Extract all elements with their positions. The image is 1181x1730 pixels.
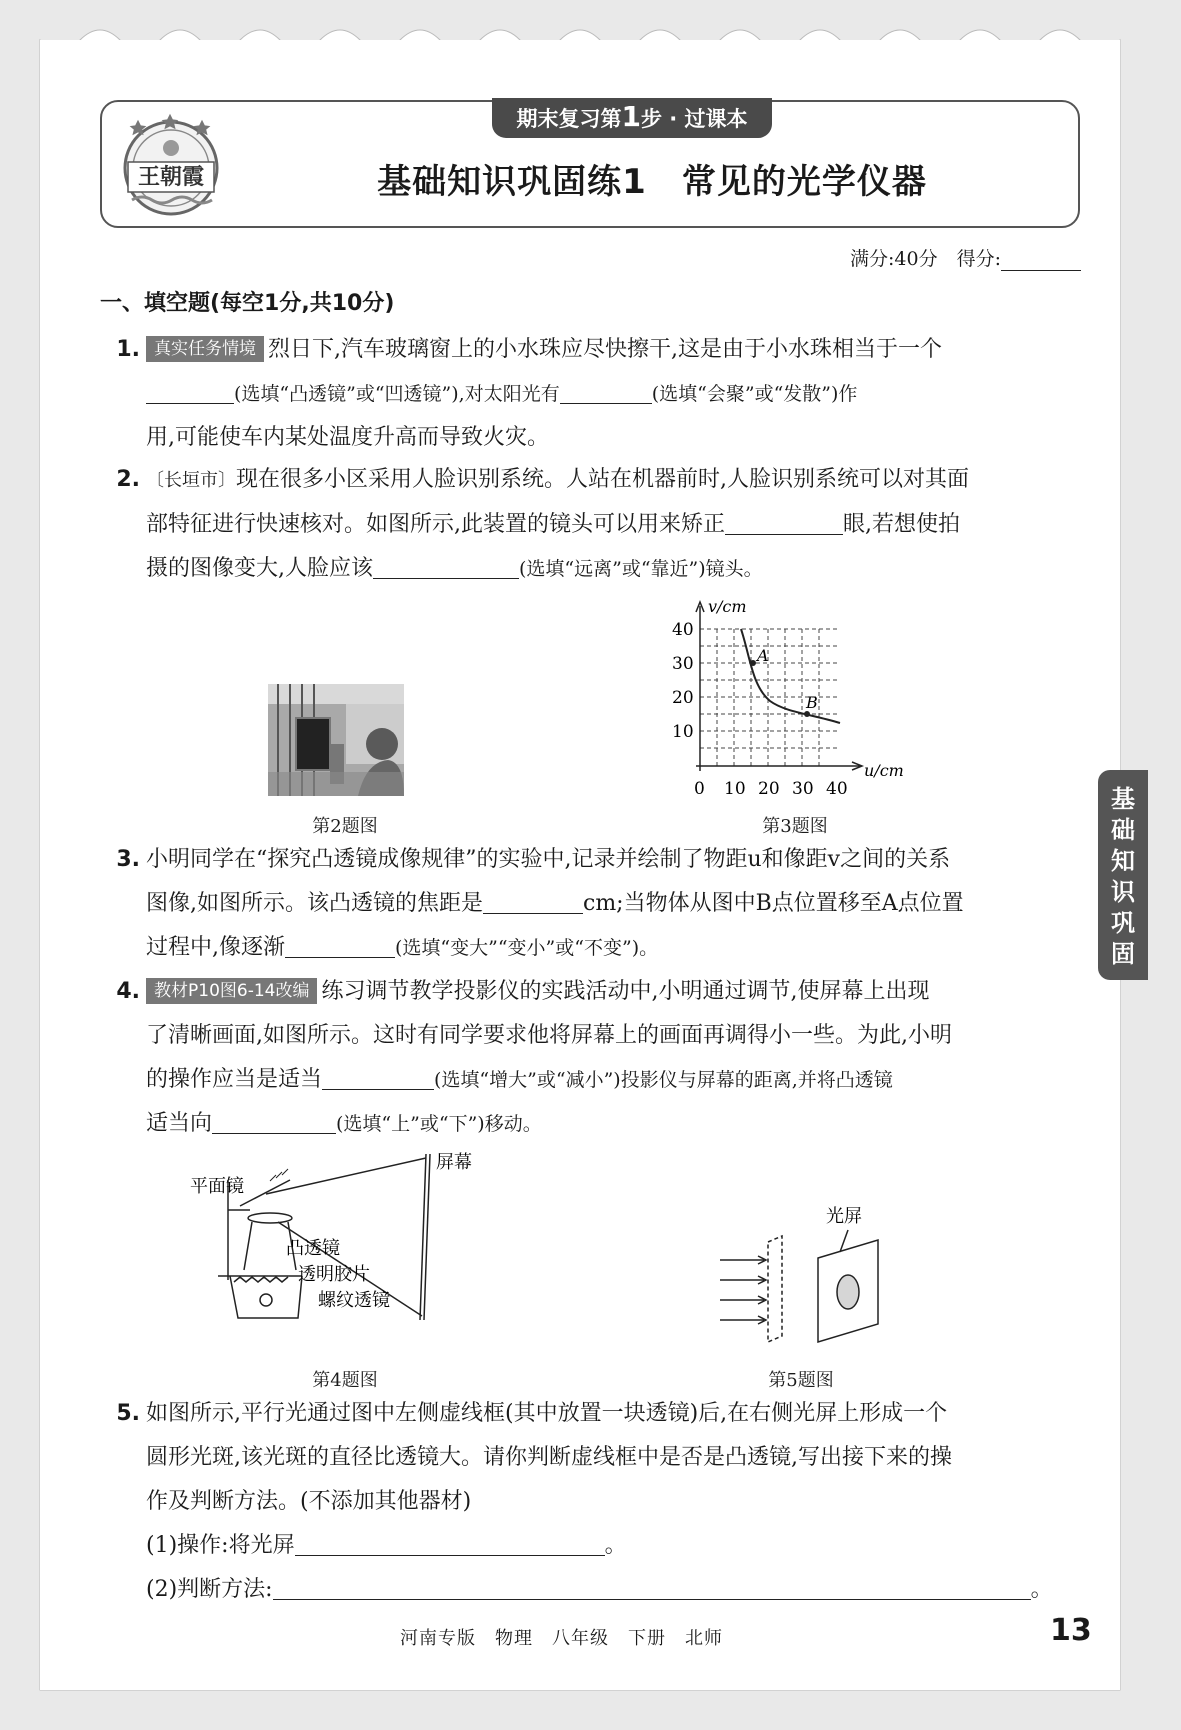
q5-op-blank[interactable] (295, 1530, 605, 1556)
q1-line2a: (选填“凸透镜”或“凹透镜”),对太阳光有 (234, 383, 560, 405)
q4-line4b: (选填“上”或“下”)移动。 (336, 1113, 542, 1135)
q2-blank-2[interactable] (373, 553, 519, 579)
q5-number: 5. (116, 1401, 140, 1426)
q5-op-end: 。 (604, 1533, 627, 1558)
q1-line2b: (选填“会聚”或“发散”)作 (651, 383, 858, 405)
fig5-caption: 第5题图 (768, 1370, 834, 1391)
q1-line1: 烈日下,汽车玻璃窗上的小水珠应尽快擦干,这是由于小水珠相当于一个 (268, 337, 942, 362)
q2-line1: 现在很多小区采用人脸识别系统。人站在机器前时,人脸识别系统可以对其面 (236, 467, 969, 492)
q2-number: 2. (116, 467, 140, 492)
fig3-xlabel: u/cm (864, 761, 904, 780)
question-1 (110, 328, 1080, 460)
q3-line3b: (选填“变大”“变小”或“不变”)。 (395, 937, 659, 959)
fig2-caption: 第2题图 (312, 816, 378, 837)
page-title: 基础知识巩固练1 常见的光学仪器 (377, 162, 927, 202)
fig3-xtick-10: 10 (724, 779, 746, 799)
fig4-mirror-label: 平面镜 (190, 1176, 244, 1197)
side-tab-char-4: 识 (1111, 878, 1135, 906)
q3-line2b: cm;当物体从图中B点位置移至A点位置 (583, 891, 964, 916)
question-2 (110, 458, 1080, 591)
q5-line2: 圆形光斑,该光斑的直径比透镜大。请你判断虚线框中是否是凸透镜,写出接下来的操 (146, 1445, 952, 1470)
q2-line2b: 眼,若想使拍 (843, 512, 960, 537)
svg-text:王朝霞: 王朝霞 (137, 164, 205, 190)
side-tab-char-5: 巩 (1111, 909, 1135, 937)
q1-tag: 真实任务情境 (146, 336, 264, 362)
q4-line4a: 适当向 (146, 1111, 213, 1136)
fig4-film-label: 透明胶片 (298, 1264, 370, 1285)
fig3-ytick-10: 10 (672, 722, 694, 742)
fig3-graph (660, 596, 920, 806)
header-tab-prefix: 期末复习第 (516, 107, 622, 131)
fig4-lens-label: 凸透镜 (286, 1238, 340, 1259)
q3-line3a: 过程中,像逐渐 (146, 935, 285, 960)
fig3-xtick-40: 40 (826, 779, 848, 799)
q4-line3b: (选填“增大”或“减小”)投影仪与屏幕的距离,并将凸透镜 (434, 1069, 893, 1091)
fig3-ytick-40: 40 (672, 620, 694, 640)
question-5 (110, 1392, 1080, 1612)
q4-blank-2[interactable] (212, 1108, 336, 1134)
q1-line3: 用,可能使车内某处温度升高而导致火灾。 (146, 425, 549, 450)
fig3-caption: 第3题图 (762, 816, 828, 837)
q3-blank-2[interactable] (285, 932, 395, 958)
logo-seal-icon (116, 110, 226, 220)
q2-source: 〔长垣市〕 (146, 470, 236, 491)
header-box (100, 100, 1080, 228)
header-tab-step: 1 (621, 100, 641, 133)
fig4-projector-diagram (190, 1140, 490, 1350)
fig5-lens-screen-diagram (710, 1200, 910, 1350)
q2-blank-1[interactable] (725, 509, 843, 535)
q3-line2a: 图像,如图所示。该凸透镜的焦距是 (146, 891, 483, 916)
header-tab-suffix: 步 · 过课本 (640, 107, 748, 131)
face-recognition-photo (268, 684, 404, 796)
score-blank[interactable] (1001, 251, 1081, 271)
q4-blank-1[interactable] (322, 1064, 434, 1090)
q4-number: 4. (116, 979, 140, 1004)
side-tab-char-6: 固 (1111, 940, 1135, 968)
q5-judge-end: 。 (1030, 1577, 1053, 1602)
q3-number: 3. (116, 847, 140, 872)
q5-judge-blank[interactable] (273, 1574, 1031, 1600)
score-label: 满分:40分 得分: (850, 248, 1001, 270)
q5-judge-label: (2)判断方法: (146, 1577, 273, 1602)
footer-info: 河南专版 物理 八年级 下册 北师 (400, 1628, 723, 1649)
q4-line3a: 的操作应当是适当 (146, 1067, 323, 1092)
fig4-screen-label: 屏幕 (436, 1152, 472, 1173)
q2-line2a: 部特征进行快速核对。如图所示,此装置的镜头可以用来矫正 (146, 512, 725, 537)
header-tab (492, 98, 772, 138)
fig5-screen-label: 光屏 (826, 1206, 862, 1227)
side-tab-char-3: 知 (1111, 847, 1135, 875)
q5-line3: 作及判断方法。(不添加其他器材) (146, 1489, 472, 1514)
fig3-ytick-30: 30 (672, 654, 694, 674)
fig3-point-a: A (757, 646, 769, 665)
q3-line1: 小明同学在“探究凸透镜成像规律”的实验中,记录并绘制了物距u和像距v之间的关系 (146, 847, 951, 872)
q4-line1: 练习调节教学投影仪的实践活动中,小明通过调节,使屏幕上出现 (321, 979, 930, 1004)
question-4 (110, 970, 1080, 1146)
fig3-xtick-0: 0 (694, 779, 705, 799)
fig3-ytick-20: 20 (672, 688, 694, 708)
score-line (850, 244, 1081, 271)
side-tab-char-1: 基 (1111, 785, 1135, 813)
q5-line1: 如图所示,平行光通过图中左侧虚线框(其中放置一块透镜)后,在右侧光屏上形成一个 (146, 1401, 948, 1426)
page-number: 13 (1050, 1613, 1092, 1648)
side-tab (1098, 770, 1148, 980)
q3-blank-1[interactable] (483, 888, 583, 914)
question-3 (110, 838, 1080, 970)
side-tab-char-2: 础 (1111, 816, 1135, 844)
fig3-point-b: B (806, 693, 818, 712)
fig3-xtick-20: 20 (758, 779, 780, 799)
fig3-xtick-30: 30 (792, 779, 814, 799)
q1-blank-1[interactable] (146, 378, 234, 404)
q2-line3a: 摄的图像变大,人脸应该 (146, 556, 373, 581)
section-title: 一、填空题(每空1分,共10分) (100, 291, 395, 316)
q1-number: 1. (116, 337, 140, 362)
fig3-ylabel: v/cm (708, 597, 747, 616)
q2-line3b: (选填“远离”或“靠近”)镜头。 (519, 558, 763, 580)
fig4-caption: 第4题图 (312, 1370, 378, 1391)
q5-op-label: (1)操作:将光屏 (146, 1533, 295, 1558)
q4-tag: 教材P10图6-14改编 (146, 978, 317, 1004)
fig4-fresnel-label: 螺纹透镜 (318, 1290, 390, 1311)
q1-blank-2[interactable] (560, 378, 652, 404)
q4-line2: 了清晰画面,如图所示。这时有同学要求他将屏幕上的画面再调得小一些。为此,小明 (146, 1023, 952, 1048)
